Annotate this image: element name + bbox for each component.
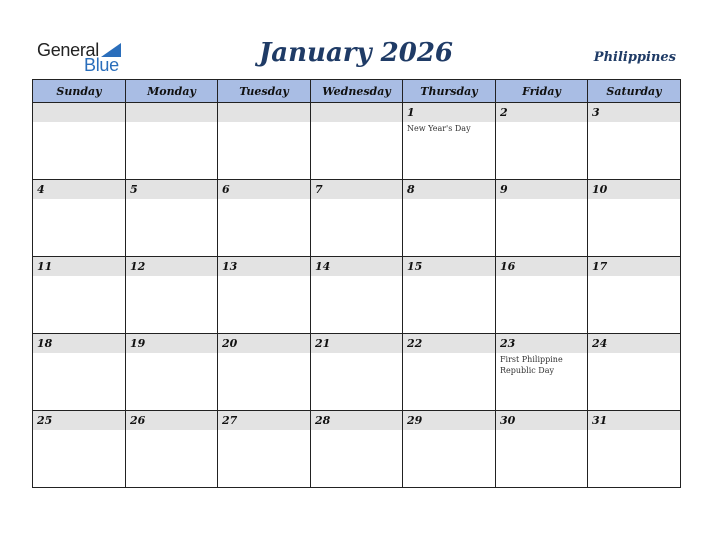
- holiday-label: [311, 430, 402, 431]
- logo-text-general: General: [37, 40, 99, 60]
- day-number: 2: [500, 106, 508, 119]
- day-number-bar: [126, 411, 217, 430]
- calendar-day-cell: [588, 334, 681, 411]
- calendar-week-row: [33, 334, 681, 411]
- day-number-bar: [126, 257, 217, 276]
- day-number-bar: [218, 103, 310, 122]
- calendar-day-cell: [126, 334, 218, 411]
- calendar-day-cell: [311, 334, 403, 411]
- holiday-label: [588, 353, 680, 354]
- day-number: 10: [592, 183, 608, 196]
- holiday-label: [403, 430, 495, 431]
- day-number-bar: [403, 103, 495, 122]
- day-number-bar: [126, 334, 217, 353]
- holiday-label: [33, 199, 125, 200]
- day-number-bar: [33, 257, 125, 276]
- weekday-header-row: [33, 80, 681, 103]
- calendar-day-cell: [33, 257, 126, 334]
- weekday-header: Monday: [126, 80, 218, 103]
- day-number-bar: [496, 103, 587, 122]
- day-number: 23: [500, 337, 516, 350]
- holiday-label: [126, 199, 217, 200]
- day-number: 22: [407, 337, 423, 350]
- weekday-header: Sunday: [33, 80, 126, 103]
- day-number: 21: [315, 337, 331, 350]
- holiday-label: [126, 430, 217, 431]
- day-number-bar: [403, 411, 495, 430]
- calendar-day-cell: [403, 411, 496, 488]
- calendar-day-cell: [126, 103, 218, 180]
- calendar-week-row: [33, 180, 681, 257]
- calendar-day-cell: [33, 334, 126, 411]
- calendar-day-cell: [311, 180, 403, 257]
- day-number: 19: [130, 337, 146, 350]
- day-number: 13: [222, 260, 238, 273]
- holiday-label: [588, 122, 680, 123]
- day-number-bar: [311, 334, 402, 353]
- day-number: 26: [130, 414, 146, 427]
- calendar-day-cell: [496, 180, 588, 257]
- holiday-label: [311, 276, 402, 277]
- day-number-bar: [403, 334, 495, 353]
- calendar-grid: [32, 79, 681, 488]
- calendar-day-cell: [311, 411, 403, 488]
- holiday-label: [403, 353, 495, 354]
- day-number: 4: [37, 183, 45, 196]
- calendar-day-cell: [588, 103, 681, 180]
- calendar-day-cell: [403, 180, 496, 257]
- day-number-bar: [588, 103, 680, 122]
- day-number: 14: [315, 260, 331, 273]
- calendar-day-cell: [218, 257, 311, 334]
- day-number: 30: [500, 414, 516, 427]
- weekday-header: Friday: [496, 80, 588, 103]
- weekday-header: Thursday: [403, 80, 496, 103]
- day-number: 29: [407, 414, 423, 427]
- holiday-label: [311, 199, 402, 200]
- day-number-bar: [33, 103, 125, 122]
- calendar-day-cell: [496, 257, 588, 334]
- day-number: 1: [407, 106, 415, 119]
- day-number: 18: [37, 337, 53, 350]
- day-number-bar: [311, 103, 402, 122]
- calendar-day-cell: [496, 103, 588, 180]
- day-number: 11: [37, 260, 53, 273]
- calendar-week-row: [33, 411, 681, 488]
- day-number: 16: [500, 260, 516, 273]
- calendar-day-cell: [218, 180, 311, 257]
- day-number: 5: [130, 183, 138, 196]
- calendar-day-cell: [403, 103, 496, 180]
- day-number: 17: [592, 260, 608, 273]
- day-number: 20: [222, 337, 238, 350]
- holiday-label: [403, 199, 495, 200]
- weekday-header: Saturday: [588, 80, 681, 103]
- holiday-label: New Year's Day: [407, 124, 471, 133]
- calendar-day-cell: [33, 180, 126, 257]
- holiday-label: [33, 353, 125, 354]
- calendar-week-row: [33, 257, 681, 334]
- holiday-label: [126, 276, 217, 277]
- holiday-label: [33, 122, 125, 123]
- day-number: 31: [592, 414, 608, 427]
- day-number-bar: [218, 257, 310, 276]
- weekday-header: Tuesday: [218, 80, 311, 103]
- holiday-label: [218, 276, 310, 277]
- calendar-day-cell: [218, 334, 311, 411]
- calendar-week-row: [33, 103, 681, 180]
- calendar-day-cell: [311, 257, 403, 334]
- day-number-bar: [496, 411, 587, 430]
- holiday-label: [218, 122, 310, 123]
- logo: [37, 40, 127, 74]
- holiday-label: [588, 276, 680, 277]
- holiday-label: [588, 430, 680, 431]
- holiday-label: [126, 122, 217, 123]
- day-number-bar: [588, 334, 680, 353]
- holiday-label: [311, 122, 402, 123]
- day-number: 8: [407, 183, 415, 196]
- day-number-bar: [218, 180, 310, 199]
- holiday-label: [33, 430, 125, 431]
- day-number-bar: [218, 334, 310, 353]
- day-number: 9: [500, 183, 508, 196]
- day-number-bar: [311, 180, 402, 199]
- day-number-bar: [588, 411, 680, 430]
- holiday-label: [496, 276, 587, 277]
- day-number-bar: [588, 180, 680, 199]
- holiday-label: [403, 276, 495, 277]
- day-number: 3: [592, 106, 600, 119]
- calendar-day-cell: [33, 103, 126, 180]
- calendar-day-cell: [403, 334, 496, 411]
- day-number-bar: [218, 411, 310, 430]
- calendar-day-cell: [588, 411, 681, 488]
- day-number: 12: [130, 260, 146, 273]
- holiday-label: [218, 199, 310, 200]
- calendar-day-cell: [126, 180, 218, 257]
- calendar-day-cell: [496, 334, 588, 411]
- day-number-bar: [33, 411, 125, 430]
- day-number: 6: [222, 183, 230, 196]
- day-number: 7: [315, 183, 323, 196]
- day-number-bar: [403, 257, 495, 276]
- calendar-day-cell: [218, 103, 311, 180]
- day-number: 27: [222, 414, 238, 427]
- day-number: 24: [592, 337, 608, 350]
- country-label: Philippines: [593, 50, 676, 65]
- day-number-bar: [33, 334, 125, 353]
- calendar-day-cell: [33, 411, 126, 488]
- calendar-body: [33, 103, 681, 488]
- page-title: January 2026: [258, 38, 454, 68]
- day-number-bar: [33, 180, 125, 199]
- calendar-day-cell: [588, 257, 681, 334]
- calendar-day-cell: [126, 411, 218, 488]
- calendar-day-cell: [588, 180, 681, 257]
- day-number-bar: [496, 257, 587, 276]
- day-number: 15: [407, 260, 423, 273]
- holiday-label: [126, 353, 217, 354]
- day-number-bar: [588, 257, 680, 276]
- holiday-label: [496, 199, 587, 200]
- day-number: 25: [37, 414, 53, 427]
- day-number-bar: [496, 180, 587, 199]
- holiday-label: [218, 430, 310, 431]
- holiday-label: [218, 353, 310, 354]
- day-number: 28: [315, 414, 331, 427]
- logo-text-blue: Blue: [84, 55, 119, 75]
- day-number-bar: [311, 257, 402, 276]
- day-number-bar: [403, 180, 495, 199]
- holiday-label: [311, 353, 402, 354]
- calendar-day-cell: [496, 411, 588, 488]
- day-number-bar: [496, 334, 587, 353]
- calendar-day-cell: [126, 257, 218, 334]
- calendar-day-cell: [311, 103, 403, 180]
- day-number-bar: [126, 180, 217, 199]
- holiday-label: [496, 122, 587, 123]
- calendar-day-cell: [218, 411, 311, 488]
- holiday-label: First Philippine Republic Day: [500, 355, 563, 375]
- holiday-label: [496, 430, 587, 431]
- day-number-bar: [126, 103, 217, 122]
- holiday-label: [33, 276, 125, 277]
- day-number-bar: [311, 411, 402, 430]
- weekday-header: Wednesday: [311, 80, 403, 103]
- calendar-day-cell: [403, 257, 496, 334]
- holiday-label: [588, 199, 680, 200]
